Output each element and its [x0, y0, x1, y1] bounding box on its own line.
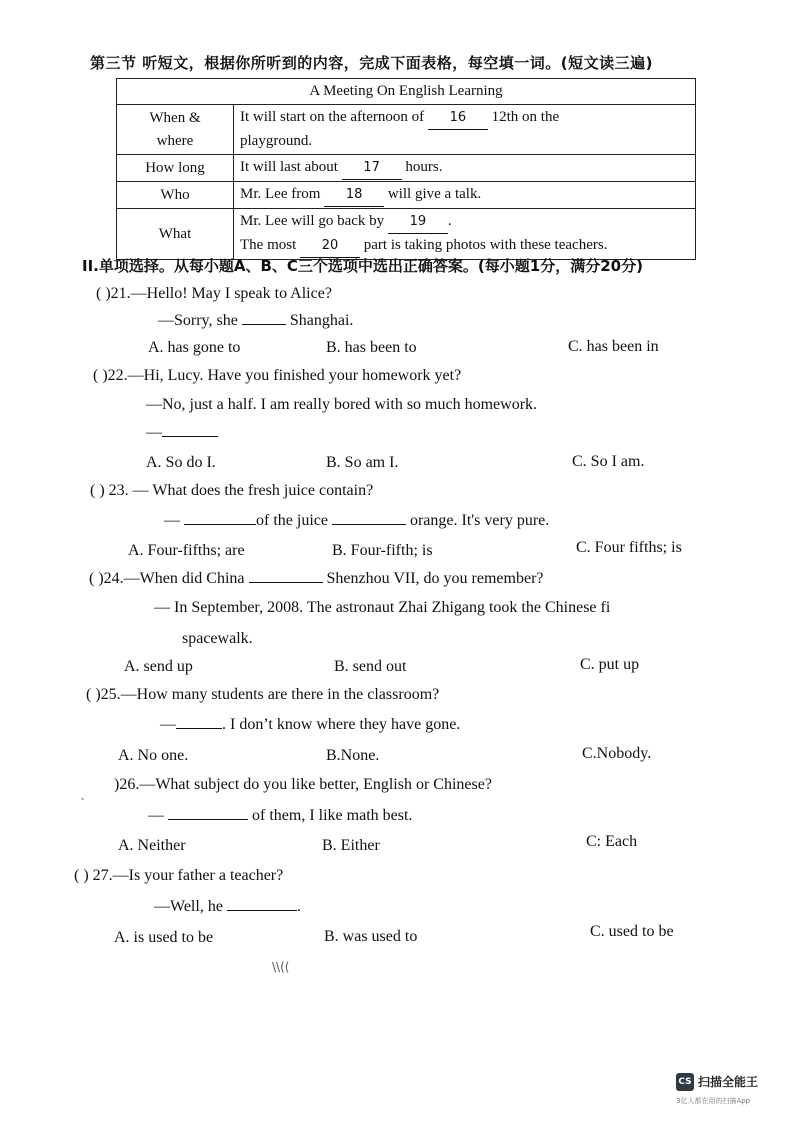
question-24-stem [89, 570, 544, 588]
option-a[interactable]: A. has gone to [148, 339, 241, 356]
option-a[interactable]: A. Four-fifths; are [128, 542, 245, 559]
answer-underline [168, 819, 248, 820]
table-title: A Meeting On English Learning [117, 79, 696, 105]
option-b[interactable]: B. Either [322, 837, 380, 854]
table-row [117, 209, 696, 260]
question-24-response2: spacewalk. [182, 630, 253, 647]
answer-blank-20[interactable]: 20 [300, 234, 360, 258]
option-a[interactable]: A. No one. [118, 747, 189, 764]
question-26-response [148, 807, 412, 825]
answer-underline [227, 910, 297, 911]
question-26-stem [114, 776, 492, 794]
question-23-response [164, 512, 549, 530]
question-number: 21. [110, 285, 131, 302]
question-27-stem [74, 867, 283, 885]
row-content-who [234, 182, 696, 209]
response-text: — [148, 807, 164, 824]
response-text: — [160, 716, 176, 733]
row-text: The most [240, 237, 297, 253]
question-text: —Hello! May I speak to Alice? [130, 285, 332, 302]
answer-underline [176, 728, 222, 729]
row-text: playground. [240, 133, 313, 149]
response-text: Shanghai. [289, 312, 354, 329]
part2-title: II.单项选择。从每小题A、B、C三个选项中选出正确答案。(每小题1分，满分20分) [82, 257, 643, 275]
response-text: of them, I like math best. [252, 807, 413, 824]
question-text: —Is your father a teacher? [112, 867, 284, 884]
table-row [117, 155, 696, 182]
option-c[interactable]: C. Four fifths; is [576, 539, 682, 556]
answer-blank-17[interactable]: 17 [342, 156, 402, 180]
row-content-what [234, 209, 696, 260]
answer-paren[interactable]: ) [114, 776, 120, 793]
answer-paren[interactable]: ( ) [93, 367, 108, 384]
question-22-stem [93, 367, 461, 385]
answer-paren[interactable]: ( ) [96, 285, 111, 302]
row-label-how-long: How long [117, 155, 234, 182]
response-text: — [164, 512, 180, 529]
option-b[interactable]: B. has been to [326, 339, 417, 356]
question-25-stem [86, 686, 439, 704]
option-c[interactable]: C: Each [586, 833, 638, 850]
question-number: 25. [100, 686, 121, 703]
question-text: —What subject do you like better, English or Chinese? [139, 776, 492, 793]
response-text: orange. It's very pure. [409, 512, 550, 529]
question-text: —Hi, Lucy. Have you finished your homework yet? [127, 367, 462, 384]
question-21-stem [96, 285, 332, 303]
row-text: It will last about [240, 159, 338, 175]
option-b[interactable]: B. was used to [324, 928, 418, 945]
question-text: — What does the fresh juice contain? [132, 482, 374, 499]
question-text: —How many students are there in the classroom? [120, 686, 440, 703]
answer-paren[interactable]: ( ) [90, 482, 105, 499]
row-text: 12th on the [491, 109, 560, 125]
response-text: . I don’t know where they have gone. [222, 716, 461, 733]
option-a[interactable]: A. is used to be [114, 929, 214, 946]
question-text: Shenzhou VII, do you remember? [326, 570, 544, 587]
response-text: . [296, 898, 301, 915]
answer-underline [249, 582, 323, 583]
answer-paren[interactable]: ( ) [89, 570, 104, 587]
option-c[interactable]: C. used to be [590, 923, 674, 940]
scanner-app-name: 扫描全能王 [698, 1075, 759, 1089]
row-text: Mr. Lee from [240, 186, 321, 202]
stray-mark: ˎ [80, 786, 86, 800]
listening-table [116, 78, 696, 260]
question-25-response [160, 716, 460, 734]
option-b[interactable]: B. send out [334, 658, 407, 675]
question-number: 24. [103, 570, 124, 587]
section3-title: 第三节 听短文，根据你所听到的内容，完成下面表格，每空填一词。(短文读三遍) [90, 54, 653, 72]
question-22-response: —No, just a half. I am really bored with so much homework. [146, 396, 538, 413]
row-text: hours. [405, 159, 443, 175]
answer-blank-18[interactable]: 18 [324, 183, 384, 207]
answer-blank-16[interactable]: 16 [428, 106, 488, 130]
row-content-how-long [234, 155, 696, 182]
row-text: It will start on the afternoon of [240, 109, 425, 125]
response-text: —Sorry, she [158, 312, 238, 329]
row-label-what: What [117, 209, 234, 260]
option-b[interactable]: B. So am I. [326, 454, 399, 471]
row-text: part is taking photos with these teachers. [363, 237, 608, 253]
response-text: —Well, he [154, 898, 223, 915]
option-a[interactable]: A. send up [124, 658, 193, 675]
option-c[interactable]: C. So I am. [572, 453, 645, 470]
question-number: 27. [92, 867, 113, 884]
answer-underline [242, 324, 286, 325]
answer-underline [184, 524, 256, 525]
question-24-response: — In September, 2008. The astronaut Zhai Zhigang took the Chinese fi [154, 599, 611, 616]
answer-underline [162, 436, 218, 437]
stray-handwriting-mark: \\(( [272, 960, 290, 974]
question-number: 23. [108, 482, 129, 499]
row-text: will give a talk. [387, 186, 482, 202]
response-text: of the juice [256, 512, 328, 529]
table-row [117, 105, 696, 155]
option-c[interactable]: C. put up [580, 656, 640, 673]
row-text: . [447, 213, 452, 229]
answer-blank-19[interactable]: 19 [388, 210, 448, 234]
scanner-logo-icon: CS [676, 1073, 694, 1091]
question-27-response [154, 898, 301, 916]
table-row [117, 182, 696, 209]
row-label-who: Who [117, 182, 234, 209]
option-b[interactable]: B.None. [326, 747, 380, 764]
question-22-response2 [146, 424, 218, 442]
answer-paren[interactable]: ( ) [74, 867, 89, 884]
option-a[interactable]: A. Neither [118, 837, 186, 854]
option-c[interactable]: C.Nobody. [582, 745, 652, 762]
scanner-tagline: 3亿人都在用的扫描App [676, 1097, 751, 1105]
question-number: 26. [119, 776, 140, 793]
row-label-when-where: When & where [117, 105, 234, 155]
row-content-when-where [234, 105, 696, 155]
question-number: 22. [107, 367, 128, 384]
row-text: Mr. Lee will go back by [240, 213, 385, 229]
option-b[interactable]: B. Four-fifth; is [332, 542, 433, 559]
option-c[interactable]: C. has been in [568, 338, 659, 355]
question-21-response [158, 312, 353, 330]
response-text: — [146, 424, 162, 441]
question-23-stem [90, 482, 373, 500]
answer-underline [332, 524, 406, 525]
option-a[interactable]: A. So do I. [146, 454, 216, 471]
question-text: —When did China [123, 570, 245, 587]
answer-paren[interactable]: ( ) [86, 686, 101, 703]
